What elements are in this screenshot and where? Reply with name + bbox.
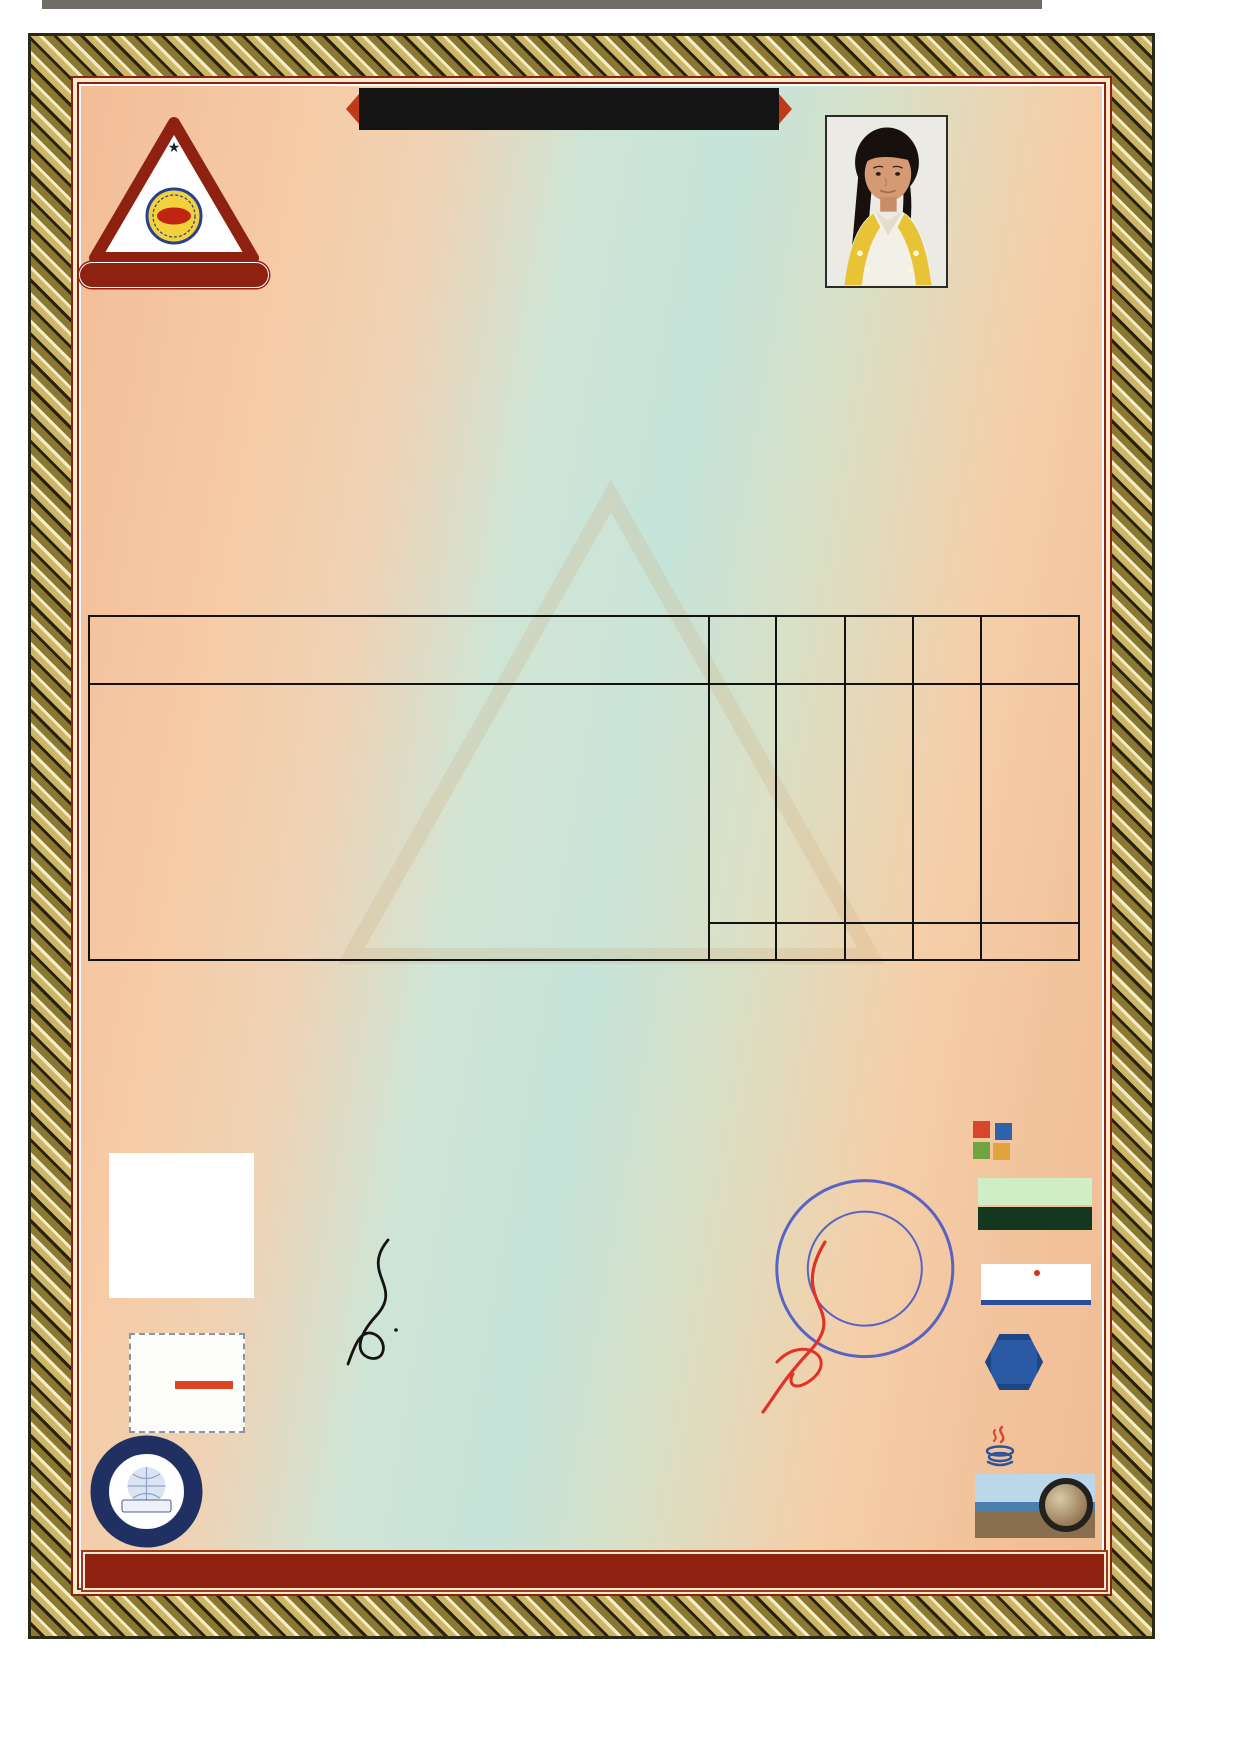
- brand-banner: [359, 88, 779, 130]
- table-header-row: [89, 616, 1079, 684]
- field-date-of-birth: [95, 434, 600, 474]
- grand-total-obt: [776, 923, 845, 960]
- table-row: [89, 684, 1079, 723]
- tally-logo: [978, 1178, 1092, 1230]
- busy-subtitle-bar: [981, 1300, 1091, 1305]
- field-aadhar-number: [641, 434, 1101, 474]
- theory-mm-cell: [845, 840, 913, 879]
- grand-total-row: [89, 923, 1079, 960]
- dtp-lens-icon: [1039, 1478, 1093, 1532]
- subject-cell: [89, 684, 709, 723]
- subject-cell: [89, 723, 709, 762]
- theory-om-cell: [913, 801, 981, 840]
- certificate: [28, 33, 1155, 1639]
- marks-table: [88, 615, 1080, 961]
- c-and-cpp-logo: [981, 1334, 1043, 1390]
- scan-artifact: [42, 0, 1042, 9]
- subject-cell: [89, 840, 709, 879]
- verifier-signature: [326, 1234, 426, 1369]
- total-cell: [981, 762, 1079, 801]
- busy-box: [981, 1264, 1091, 1300]
- busy-logo: [981, 1264, 1091, 1305]
- col-header-max-marks: [709, 616, 776, 684]
- obt-cell: [776, 801, 845, 840]
- total-cell: [981, 801, 1079, 840]
- microsoft-office-logo: [973, 1121, 1018, 1159]
- col-header-total-marks: [981, 616, 1079, 684]
- max-cell: [709, 840, 776, 879]
- tally-erp9-bar: [978, 1207, 1092, 1230]
- obt-cell: [776, 762, 845, 801]
- grand-total-max: [709, 923, 776, 960]
- busy-dot-icon: [1034, 1270, 1040, 1276]
- total-cell: [981, 840, 1079, 879]
- dtp-logo: [975, 1474, 1095, 1538]
- theory-om-cell: [913, 723, 981, 762]
- subject-cell: [89, 801, 709, 840]
- field-course-name: [95, 474, 600, 514]
- table-row: [89, 723, 1079, 762]
- head-office-bar: [83, 1552, 1106, 1590]
- total-cell: [981, 684, 1079, 723]
- jas-anz-red-bar: [175, 1381, 233, 1389]
- table-row: [89, 840, 1079, 879]
- theory-mm-cell: [845, 684, 913, 723]
- theory-mm-cell: [845, 801, 913, 840]
- field-student-name: [95, 394, 600, 434]
- grand-total-tom: [913, 923, 981, 960]
- max-cell: [709, 801, 776, 840]
- col-header-theory-om: [913, 616, 981, 684]
- col-header-subjects: [89, 616, 709, 684]
- obt-cell: [776, 684, 845, 723]
- microsoft-squares-icon: [973, 1121, 1011, 1159]
- grand-total-label: [89, 923, 709, 960]
- student-photo: [825, 115, 948, 288]
- iso-certified-seal: [89, 1434, 204, 1549]
- max-cell: [709, 723, 776, 762]
- brand-block: [326, 84, 811, 139]
- theory-om-cell: [913, 684, 981, 723]
- col-header-theory-mm: [845, 616, 913, 684]
- jas-anz-logo: [129, 1333, 245, 1433]
- java-coffee-cup-icon: [978, 1424, 1022, 1468]
- table-row: [89, 762, 1079, 801]
- max-cell: [709, 684, 776, 723]
- table-row: [89, 801, 1079, 840]
- total-cell: [981, 723, 1079, 762]
- cpp-hexagon-icon: [985, 1334, 1043, 1390]
- col-header-obt-marks: [776, 616, 845, 684]
- theory-mm-cell: [845, 762, 913, 801]
- student-fields-left: [95, 394, 600, 514]
- subject-cell: [89, 762, 709, 801]
- theory-om-cell: [913, 762, 981, 801]
- field-course-duration: [641, 474, 1101, 514]
- grand-total-tmm: [845, 923, 913, 960]
- director-signature: [747, 1234, 867, 1419]
- student-portrait: [827, 117, 946, 286]
- logo-banner: [79, 262, 269, 288]
- grand-total-total: [981, 923, 1079, 960]
- field-father-name: [641, 394, 1101, 434]
- qr-code: [109, 1153, 254, 1298]
- java-logo: [978, 1424, 1022, 1468]
- max-cell: [709, 762, 776, 801]
- institute-logo: [81, 116, 267, 266]
- logo-star-icon: ★: [167, 139, 181, 155]
- student-fields-right: [641, 394, 1101, 514]
- theory-om-cell: [913, 840, 981, 879]
- tally-box: [978, 1178, 1092, 1205]
- theory-mm-cell: [845, 723, 913, 762]
- obt-cell: [776, 840, 845, 879]
- obt-cell: [776, 723, 845, 762]
- table-spacer-row: [89, 879, 1079, 923]
